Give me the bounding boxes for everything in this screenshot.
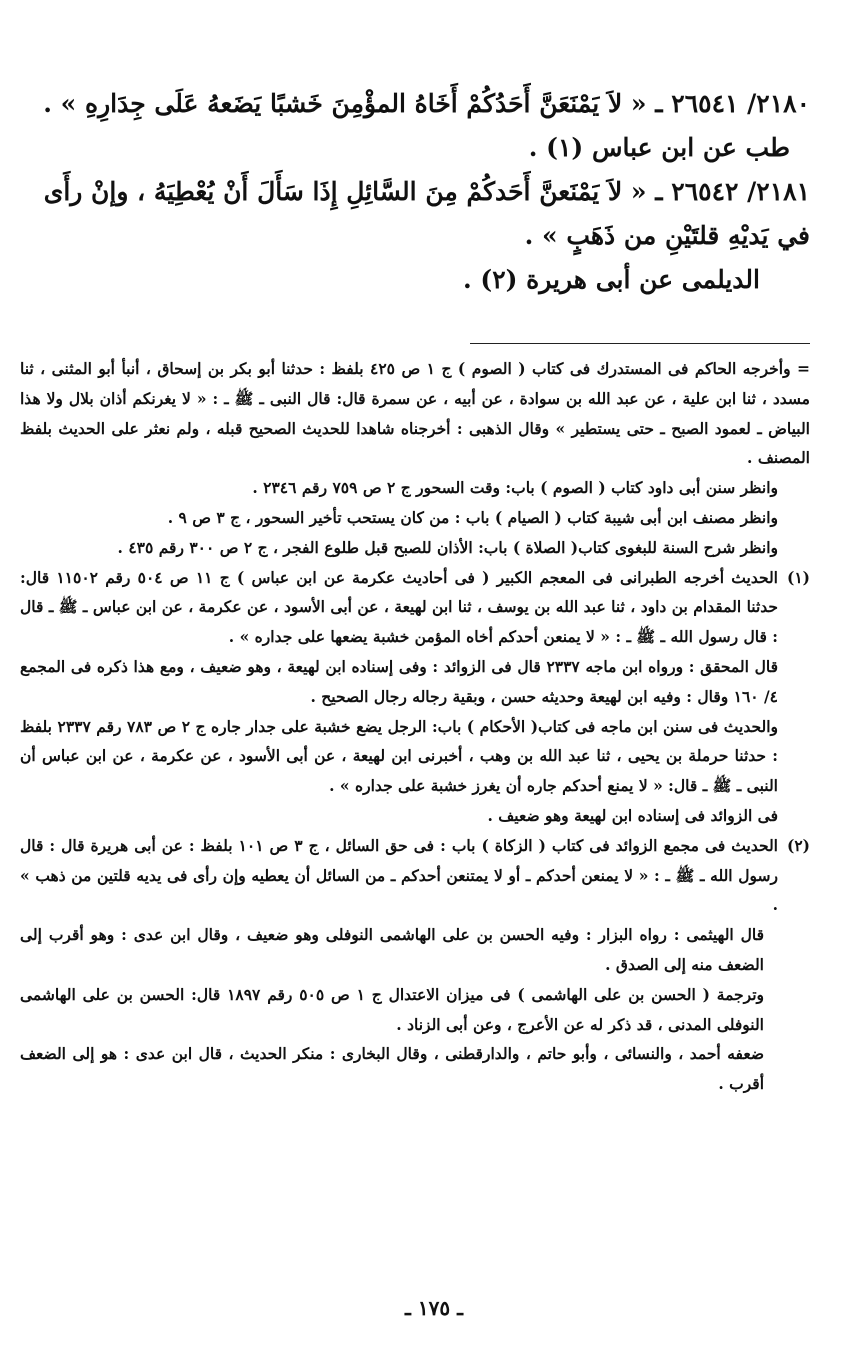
hadith-number: ٢١٨١/ ٢٦٥٤٢ [671, 177, 810, 206]
hadith-source: الديلمى عن أبى هريرة (٢) . [462, 265, 760, 294]
footnote-divider [470, 343, 810, 344]
footnote-paragraph: قال المحقق : ورواه ابن ماجه ٢٣٣٧ قال فى الزوائد : وفى إسناده ابن لهيعة ، وهو ضعيف ، ومع هذا ذكره فى المجمع ٤/ ١٦٠ وقال : وفيه ابن لهيعة وحديثه حسن ، وبقية رجاله رجال الصحيح . [20, 656, 778, 706]
hadith-text: ـ « لاَ يَمْنَعنَّ أَحَدكُمْ مِنَ السَّائِلِ إِذَا سَأَلَ أَنْ يُعْطِيَهُ ، وإنْ رأَى في يَديْهِ قلتَيْنِ من ذَهَبٍ » . [43, 177, 810, 250]
footnote-2 [20, 831, 810, 920]
footnote-paragraph: قال الهيثمى : رواه البزار : وفيه الحسن بن على الهاشمى النوفلى وهو ضعيف ، وقال ابن عدى : وهو أقرب إلى الضعف منه إلى الصدق . [20, 925, 764, 974]
page-number: ـ ١٧٥ ـ [405, 1296, 463, 1320]
footnote-paragraph: وانظر شرح السنة للبغوى كتاب( الصلاة ) باب: الأذان للصبح قبل طلوع الفجر ، ج ٢ ص ٣٠٠ رقم ٤٣٥ . [117, 537, 778, 557]
footnote-paragraph: = وأخرجه الحاكم فى المستدرك فى كتاب ( الصوم ) ج ١ ص ٤٢٥ بلفظ : حدثنا أبو بكر بن إسحاق ، أنبأ أبو المثنى ، ثنا مسدد ، ثنا ابن علية ، عن عبد الله بن سوادة ، عن أبيه ، عن سمرة قال: قال النبى ـ ﷺ ـ : « لا يغرنكم أذان بلال ولا هذا البياض ـ لعمود الصبح ـ حتى يستطير » وقال الذهبى : أخرجناه شاهدا للحديث الصحيح قبله ، ولم نعثر على الحديث بلفظ المصنف . [20, 359, 811, 468]
hadith-text: ـ « لاَ يَمْنَعَنَّ أَحَدُكُمْ أَخَاهُ المؤْمِنَ خَشبًا يَضَعهُ عَلَى جِدَارِهِ » . [43, 89, 663, 118]
hadith-source: طب عن ابن عباس (١) . [528, 133, 790, 162]
footnote-marker: (٢) [786, 835, 810, 855]
footnote-paragraph: والحديث فى سنن ابن ماجه فى كتاب( الأحكام ) باب: الرجل يضع خشبة على جدار جاره ج ٢ ص ٧٨٣ رقم ٢٣٣٧ بلفظ : حدثنا حرملة بن يحيى ، ثنا عبد الله بن وهب ، أخبرنى ابن لهيعة ، عن أبى الأسود ، عن عكرمة ، عن ابن عباس أن النبى ـ ﷺ ـ قال: « لا يمنع أحدكم جاره أن يغرز خشبة على جداره » . [20, 716, 778, 796]
footnote-text: الحديث أخرجه الطبرانى فى المعجم الكبير ( فى أحاديث عكرمة عن ابن عباس ) ج ١١ ص ٥٠٤ رقم ١١٥٠٢ قال: حدثنا المقدام بن داود ، ثنا عبد الله بن يوسف ، ثنا ابن لهيعة ، عن أبى الأسود ، عن عكرمة ، عن ابن عباس ـ ﷺ ـ قال : قال رسول الله ـ ﷺ ـ : « لا يمنعن أحدكم أخاه المؤمن خشبة يضعها على جداره » . [20, 567, 778, 647]
footnote-paragraph: فى الزوائد فى إسناده ابن لهيعة وهو ضعيف . [487, 805, 778, 825]
hadith-entry [40, 170, 810, 258]
hadith-number: ٢١٨٠/ ٢٦٥٤١ [671, 89, 810, 118]
footnote-paragraph: وانظر مصنف ابن أبى شيبة كتاب ( الصيام ) باب : من كان يستحب تأخير السحور ، ج ٣ ص ٩ . [167, 507, 778, 527]
footnote-paragraph: وترجمة ( الحسن بن على الهاشمى ) فى ميزان الاعتدال ج ١ ص ٥٠٥ رقم ١٨٩٧ قال: الحسن بن على الهاشمى النوفلى المدنى ، قد ذكر له عن الأعرج ، وعن أبى الزناد . [20, 984, 764, 1034]
hadith-entry [40, 82, 810, 126]
hadith-section [40, 82, 810, 302]
footnote-text: الحديث فى مجمع الزوائد فى كتاب ( الزكاة ) باب : فى حق السائل ، ج ٣ ص ١٠١ بلفظ : عن أبى هريرة قال : قال رسول الله ـ ﷺ ـ : « لا يمنعن أحدكم ـ أو لا يمتنعن أحدكم ـ من السائل أن يعطيه وإن رأى فى يديه قلتين من ذهب » . [20, 835, 778, 915]
footnote-paragraph: ضعفه أحمد ، والنسائى ، وأبو حاتم ، والدارقطنى ، وقال البخارى : منكر الحديث ، قال ابن عدى : هو إلى الضعف أقرب . [20, 1044, 764, 1094]
footnote-marker: (١) [786, 567, 810, 587]
footnotes-section [20, 354, 810, 1099]
footnote-1 [20, 563, 810, 652]
footnote-paragraph: وانظر سنن أبى داود كتاب ( الصوم ) باب: وقت السحور ج ٢ ص ٧٥٩ رقم ٢٣٤٦ . [252, 478, 778, 498]
